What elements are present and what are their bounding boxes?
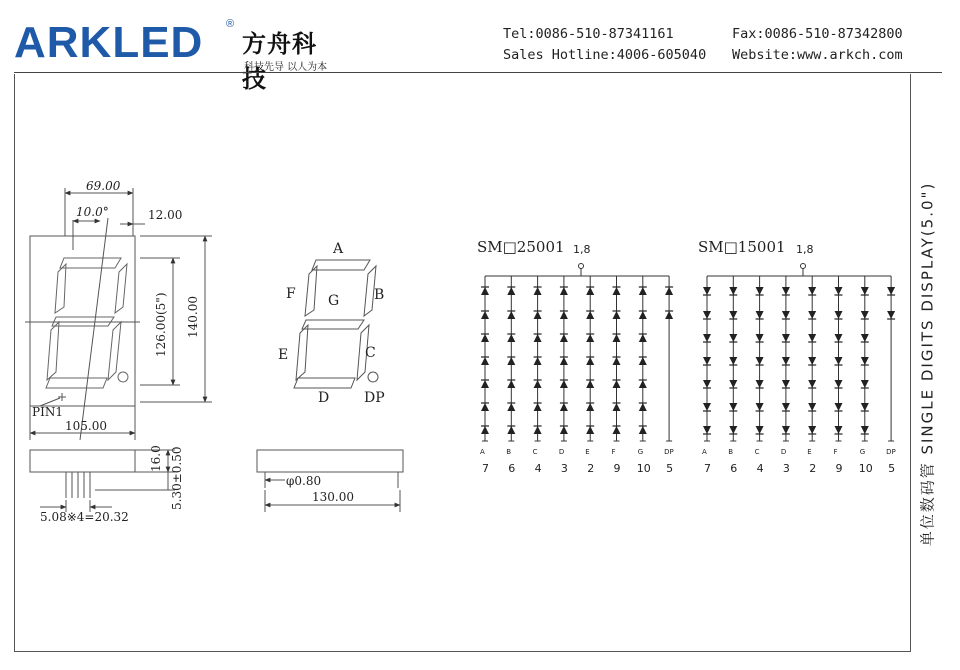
dim-top-width: 69.00: [86, 179, 121, 193]
led-diode: [534, 334, 542, 342]
led-diode: [887, 287, 895, 295]
led-diode: [481, 357, 489, 365]
led-diode: [586, 426, 594, 434]
segment-label-dp: DP: [364, 390, 385, 406]
led-diode: [808, 287, 816, 295]
led-diode: [729, 287, 737, 295]
led-diode: [808, 357, 816, 365]
led-diode: [507, 334, 515, 342]
pin-number: 2: [809, 462, 817, 475]
segment-pin-letter: D: [780, 448, 787, 456]
dim-pin-diameter: φ0.80: [286, 474, 322, 488]
led-diode: [586, 311, 594, 319]
led-diode: [534, 357, 542, 365]
led-diode: [481, 426, 489, 434]
led-diode: [534, 311, 542, 319]
led-diode: [639, 334, 647, 342]
segment-label-c: C: [365, 345, 376, 361]
led-diode: [481, 380, 489, 388]
segment-pin-letter: F: [833, 448, 838, 456]
led-diode: [639, 287, 647, 295]
led-diode: [481, 403, 489, 411]
hotline-text: Sales Hotline:4006-605040: [503, 47, 707, 63]
segment-pin-letter: E: [585, 448, 590, 456]
led-diode: [586, 357, 594, 365]
segment-pin-letter: DP: [664, 448, 674, 456]
common-terminal: [801, 264, 806, 269]
led-diode: [782, 357, 790, 365]
pin-number: 10: [858, 462, 873, 475]
segment-pin-letter: A: [480, 448, 485, 456]
led-diode: [665, 311, 673, 319]
led-diode: [756, 357, 764, 365]
led-diode: [835, 334, 843, 342]
led-diode: [639, 426, 647, 434]
segment-label-g: G: [328, 293, 340, 309]
led-diode: [782, 287, 790, 295]
led-diode: [586, 403, 594, 411]
common-pin-label: 1,8: [573, 243, 591, 256]
led-diode: [782, 403, 790, 411]
led-diode: [560, 357, 568, 365]
led-diode: [861, 287, 869, 295]
led-diode: [613, 426, 621, 434]
led-diode: [534, 403, 542, 411]
segment-diagram: [294, 260, 378, 388]
led-diode: [861, 311, 869, 319]
led-diode: [835, 357, 843, 365]
side-title-text: 单位数码管 SINGLE DIGITS DISPLAY(5.0"): [918, 181, 937, 547]
led-diode: [729, 311, 737, 319]
led-diode: [560, 380, 568, 388]
led-diode: [729, 380, 737, 388]
led-diode: [639, 380, 647, 388]
company-slogan: 科技先导 以人为本: [244, 62, 328, 73]
segment-label-f: F: [286, 286, 296, 302]
circuit-diode-array: [703, 264, 895, 442]
pin-number: 3: [560, 462, 568, 475]
led-diode: [703, 311, 711, 319]
segment-pin-letter: C: [754, 448, 760, 456]
led-diode: [861, 334, 869, 342]
led-diode: [703, 403, 711, 411]
segment-label-d: D: [318, 390, 330, 406]
led-diode: [613, 357, 621, 365]
led-diode: [560, 403, 568, 411]
led-diode: [861, 426, 869, 434]
led-diode: [756, 334, 764, 342]
dim-body-height: 140.00: [186, 296, 200, 338]
pin-number: 5: [666, 462, 674, 475]
led-diode: [861, 357, 869, 365]
led-diode: [534, 380, 542, 388]
pin-number: 6: [508, 462, 516, 475]
led-diode: [560, 311, 568, 319]
led-diode: [560, 287, 568, 295]
front-view: [25, 188, 212, 440]
led-diode: [756, 311, 764, 319]
dim-thickness: 16.0: [149, 445, 163, 472]
led-diode: [560, 334, 568, 342]
led-diode: [507, 403, 515, 411]
pin-number: 6: [730, 462, 738, 475]
led-diode: [808, 403, 816, 411]
led-diode: [560, 426, 568, 434]
led-diode: [782, 334, 790, 342]
pin-number: 3: [782, 462, 790, 475]
led-diode: [639, 403, 647, 411]
segment-label-e: E: [278, 347, 289, 363]
led-diode: [507, 426, 515, 434]
tel-text: Tel:0086-510-87341161: [503, 26, 674, 42]
led-diode: [808, 334, 816, 342]
circuit-common-anode: [477, 238, 674, 475]
circuit-model-label: SM□15001: [698, 238, 786, 256]
registered-mark: ®: [226, 18, 235, 30]
pin-number: 7: [482, 462, 489, 475]
segment-pin-letter: B: [506, 448, 512, 456]
led-diode: [507, 311, 515, 319]
led-diode: [481, 287, 489, 295]
dim-pin-pitch: 5.08※4=20.32: [40, 510, 129, 524]
led-diode: [639, 311, 647, 319]
pin-number: 4: [534, 462, 542, 475]
led-diode: [756, 426, 764, 434]
segment-pin-letter: A: [702, 448, 707, 456]
dim-side-length: 130.00: [312, 490, 354, 504]
led-diode: [729, 426, 737, 434]
led-diode: [782, 311, 790, 319]
led-diode: [481, 334, 489, 342]
led-diode: [613, 380, 621, 388]
led-diode: [729, 357, 737, 365]
led-diode: [835, 426, 843, 434]
pin-number: 7: [704, 462, 711, 475]
segment-label-a: A: [333, 241, 344, 257]
led-diode: [534, 426, 542, 434]
led-diode: [586, 334, 594, 342]
segment-pin-letter: DP: [886, 448, 896, 456]
pin-number: 10: [636, 462, 651, 475]
led-diode: [729, 334, 737, 342]
dim-tilt-angle: 10.0°: [76, 205, 109, 219]
segment-pin-letter: F: [611, 448, 616, 456]
company-name-cn: 方舟科技: [242, 30, 317, 93]
led-diode: [703, 334, 711, 342]
led-diode: [835, 403, 843, 411]
led-diode: [782, 380, 790, 388]
led-diode: [613, 334, 621, 342]
pin-number: 9: [835, 462, 843, 475]
front-digit-segments: [46, 258, 128, 388]
led-diode: [808, 426, 816, 434]
led-diode: [782, 426, 790, 434]
led-diode: [586, 380, 594, 388]
led-diode: [639, 357, 647, 365]
led-diode: [835, 287, 843, 295]
led-diode: [507, 287, 515, 295]
led-diode: [703, 426, 711, 434]
pin-number: 4: [756, 462, 764, 475]
led-diode: [756, 403, 764, 411]
dim-body-width: 105.00: [65, 419, 107, 433]
segment-pin-letter: C: [532, 448, 538, 456]
segment-label-b: B: [374, 287, 385, 303]
circuit-model-label: SM□25001: [477, 238, 565, 256]
circuit-diode-array: [481, 264, 673, 442]
circuit-common-cathode: [698, 238, 896, 475]
led-diode: [729, 403, 737, 411]
led-diode: [861, 403, 869, 411]
led-diode: [808, 311, 816, 319]
segment-pin-letter: G: [859, 448, 866, 456]
led-diode: [507, 380, 515, 388]
segment-pin-letter: D: [558, 448, 565, 456]
led-diode: [861, 380, 869, 388]
led-diode: [613, 311, 621, 319]
common-terminal: [579, 264, 584, 269]
pin-number: 2: [587, 462, 595, 475]
led-diode: [756, 287, 764, 295]
led-diode: [835, 380, 843, 388]
led-diode: [481, 311, 489, 319]
led-diode: [703, 380, 711, 388]
dim-pin-length: 5.30±0.50: [170, 446, 184, 510]
led-diode: [507, 357, 515, 365]
led-diode: [586, 287, 594, 295]
logo-wordmark: ARKLED: [14, 18, 204, 67]
led-diode: [703, 287, 711, 295]
led-diode: [665, 287, 673, 295]
fax-text: Fax:0086-510-87342800: [732, 26, 903, 42]
pin-number: 9: [613, 462, 621, 475]
led-diode: [835, 311, 843, 319]
dim-segment-offset: 12.00: [148, 208, 183, 222]
led-diode: [613, 403, 621, 411]
segment-pin-letter: E: [807, 448, 812, 456]
led-diode: [756, 380, 764, 388]
common-pin-label: 1,8: [796, 243, 814, 256]
led-diode: [808, 380, 816, 388]
pin1-label: PIN1: [32, 405, 63, 419]
segment-pin-letter: B: [728, 448, 734, 456]
led-diode: [703, 357, 711, 365]
dim-digit-height: 126.00(5"): [154, 292, 168, 357]
segment-pin-letter: G: [637, 448, 644, 456]
led-diode: [613, 287, 621, 295]
led-diode: [887, 311, 895, 319]
led-diode: [534, 287, 542, 295]
pin-number: 5: [888, 462, 896, 475]
website-text: Website:www.arkch.com: [732, 47, 903, 63]
